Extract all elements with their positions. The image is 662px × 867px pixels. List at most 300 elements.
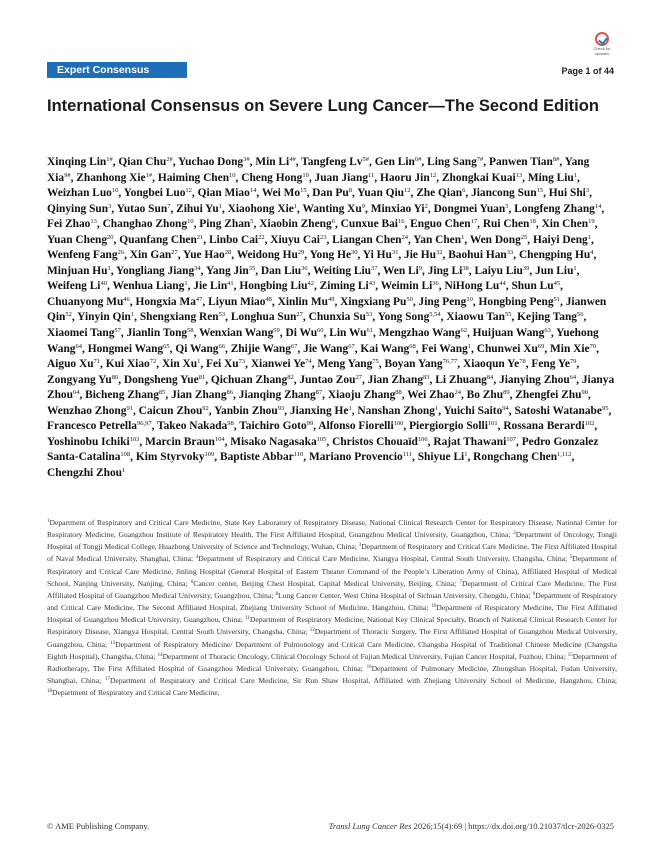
author-affiliation-ref: 58	[187, 327, 194, 335]
author-affiliation-ref: 3	[585, 187, 590, 195]
author-affiliation-ref: 5#	[362, 156, 369, 163]
author-name: Minxiao Yi	[370, 202, 425, 215]
author-name: Yinyin Qin	[77, 311, 131, 324]
author-name: Chunwei Xu	[476, 342, 538, 355]
affiliation-number: 9	[532, 591, 536, 597]
author-affiliation-ref: 25	[520, 233, 528, 241]
author-affiliation-ref: 71	[93, 358, 101, 366]
author-affiliation-ref: 27	[355, 373, 362, 381]
author-affiliation-ref: 101	[487, 420, 498, 428]
author-affiliation-ref: 26	[117, 249, 125, 257]
author-affiliation-ref: 67	[348, 342, 355, 350]
author-name: Minjuan Hu	[47, 264, 108, 277]
author-affiliation-ref: 43	[368, 280, 376, 288]
author-affiliation-ref: 1	[461, 233, 465, 241]
author-affiliation-ref: 80	[111, 373, 119, 381]
author-affiliation-ref: 39	[522, 264, 530, 272]
author-affiliation-ref: 1	[184, 280, 188, 288]
author-name: Yi Hu	[362, 249, 392, 262]
author-affiliation-ref: 42	[307, 280, 314, 288]
author-affiliation-ref: 14	[594, 202, 602, 210]
author-affiliation-ref: 11	[368, 171, 375, 179]
author-affiliation-ref: 88	[395, 389, 402, 397]
author-name: Piergiorgio Solli	[409, 420, 488, 433]
author-affiliation-ref: 105	[316, 435, 327, 443]
author-affiliation-ref: 53	[218, 311, 226, 319]
author-affiliation-ref: 7#	[476, 156, 484, 163]
author-name: Chunxia Su	[308, 311, 366, 324]
author-name: Ping Zhan	[199, 218, 251, 231]
author-affiliation-ref: 1#	[106, 156, 113, 163]
author-name: Yanbin Zhou	[214, 404, 278, 417]
author-affiliation-ref: 51	[553, 295, 561, 303]
author-name: Shiyue Li	[417, 451, 465, 464]
author-affiliation-ref: 1	[467, 342, 472, 350]
author-affiliation-ref: 103	[129, 435, 140, 443]
author-affiliation-ref: 5,54	[429, 311, 441, 319]
author-name: Chuanyong Mu	[47, 295, 124, 308]
author-affiliation-ref: 32	[435, 249, 443, 257]
author-name: Haiyi Deng	[532, 233, 588, 246]
author-affiliation-ref: 15	[536, 187, 544, 195]
author-name: Mariano Provencio	[308, 451, 403, 464]
affiliation-number: 14	[157, 652, 163, 658]
author-name: Cunxue Bai	[340, 218, 398, 231]
affiliation-text: Department of Respiratory and Critical Care Medicine, Xiangya Hospital, Central South University, Changsha, China;	[198, 554, 570, 564]
author-affiliation-ref: 10	[302, 171, 309, 179]
author-affiliation-ref: 15	[300, 187, 307, 195]
author-affiliation-ref: 1,112	[557, 451, 572, 459]
author-affiliation-ref: 1	[107, 264, 111, 272]
author-affiliation-ref: 47	[195, 295, 203, 303]
author-name: Xiaoju Zhang	[327, 389, 396, 402]
author-name: Jianqing Zhang	[238, 389, 316, 402]
author-affiliation-ref: 1	[587, 233, 591, 241]
author-name: Zongyang Yu	[47, 373, 112, 386]
author-name: Fei Zhao	[47, 218, 91, 231]
affiliation-text: Department of Respiratory and Critical Care Medicine, Jinling Hospital (General Hospital of Eastern Theater Command of the People’s Liberation Army of China), Affiliated Hospital of Medical School, Nanjing University, Nanjing, China;	[47, 554, 617, 588]
author-name: Boyan Yang	[384, 358, 443, 371]
author-name: Changhao Zhong	[102, 218, 188, 231]
author-affiliation-ref: 45	[553, 280, 561, 288]
author-name: Zhongkai Kuai	[441, 171, 516, 184]
author-affiliation-ref: 3#	[243, 156, 250, 163]
author-affiliation-ref: 95	[601, 404, 609, 412]
author-affiliation-ref: 109	[204, 451, 215, 459]
author-name: Haoru Jin	[380, 171, 430, 184]
author-name: Baohui Han	[448, 249, 507, 262]
author-name: Hui Shi	[548, 187, 586, 200]
author-name: Zihui Yu	[176, 202, 219, 215]
author-name: Rajat Thawani	[433, 435, 507, 448]
affiliation-text: Department of Respiratory Medicine, National Key Clinical Specialty, Branch of National Clinical Research Center for Respiratory Disease, Xiangya Hospital, Central South University, Changsha, China;	[47, 615, 618, 637]
author-affiliation-ref: 99	[306, 420, 314, 428]
author-name: Fei Xu	[206, 358, 239, 371]
publisher-footer: © AME Publishing Company.	[47, 821, 150, 831]
author-affiliation-ref: 4	[590, 249, 594, 257]
author-name: Jianlin Tong	[126, 327, 188, 340]
journal-name: Transl Lung Cancer Res	[328, 821, 412, 831]
author-name: Yuan Qiu	[357, 187, 404, 200]
author-affiliation-ref: 65	[163, 342, 170, 350]
author-affiliation-ref: 14	[249, 187, 257, 195]
author-affiliation-ref: 8	[348, 187, 352, 195]
author-name: Wenzhao Zhong	[47, 404, 127, 417]
affiliation-text: Lung Cancer Center, West China Hospital of Sichuan University, Chengdu, China;	[278, 590, 533, 600]
affiliation-text: Department of Respiratory and Critical Care Medicine, The Second Affiliated Hospital, Zhejiang University School of Medicine, Hangzhou, China;	[47, 590, 617, 613]
author-affiliation-ref: 19	[588, 218, 595, 226]
author-name: Xinlin Mu	[277, 295, 328, 308]
author-name: Dongmei Yuan	[433, 202, 506, 215]
affiliation-number: 18	[47, 689, 52, 695]
author-name: Weifeng Li	[47, 280, 101, 293]
affiliation-text: Department of Thoracic Surgery, The First Affiliated Hospital of Guangzhou Medical University, Guangzhou, China;	[47, 627, 617, 649]
author-affiliation-ref: 27	[171, 249, 178, 257]
author-affiliation-ref: 110	[293, 451, 304, 459]
author-name: Kui Xiao	[105, 358, 150, 371]
author-name: Dongsheng Yue	[123, 373, 199, 386]
author-affiliation-ref: 96,97	[136, 420, 152, 428]
affiliation-text: Department of Respiratory and Critical Care Medicine,	[52, 688, 220, 698]
affiliation-number: 2	[513, 531, 516, 537]
citation-footer	[329, 821, 614, 831]
author-affiliation-ref: 7	[167, 202, 171, 210]
author-name: Yang Xia	[47, 156, 590, 184]
author-name: Marcin Braun	[145, 435, 215, 448]
author-name: Misako Nagasaka	[230, 435, 317, 448]
author-name: Qian Chu	[118, 156, 167, 168]
author-affiliation-ref: 1	[122, 466, 126, 474]
author-affiliation-ref: 57	[114, 327, 121, 335]
author-affiliation-ref: 18	[529, 218, 536, 226]
author-name: Huijuan Wang	[472, 327, 545, 340]
author-affiliation-ref: 1	[573, 264, 577, 272]
author-name: Pedro Gonzalez Santa-Catalina	[47, 435, 599, 464]
affiliation-list	[47, 517, 617, 699]
author-name: Wen Li	[383, 264, 419, 277]
affiliation-number: 11	[245, 616, 250, 622]
author-affiliation-ref: 9	[418, 264, 423, 272]
author-name: Jiancong Sun	[471, 187, 537, 200]
author-name: Xianwei Ye	[250, 358, 306, 371]
author-affiliation-ref: 27	[296, 311, 303, 319]
author-affiliation-ref: 1	[293, 202, 298, 210]
author-name: Jianying Zhou	[499, 373, 570, 386]
author-name: Panwen Tian	[489, 156, 553, 168]
author-name: Cheng Hong	[241, 171, 303, 184]
author-name: Alfonso Fiorelli	[318, 420, 394, 433]
author-affiliation-ref: 35	[248, 264, 256, 272]
author-affiliation-ref: 3	[108, 202, 112, 210]
author-affiliation-ref: 73	[238, 358, 246, 366]
page-number: Page 1 of 44	[561, 66, 614, 76]
author-affiliation-ref: 6#	[414, 156, 422, 163]
affiliation-text: Department of Respiratory Medicine/ Department of Pulmonology and Critical Care Medicine, Changsha Hospital of Traditional Chinese Medicine (Changsha Eighth Hospital), Changsha, China;	[47, 639, 617, 661]
affiliation-number: 12	[309, 628, 315, 634]
author-name: Rui Chen	[482, 218, 530, 231]
author-name: Shengxiang Ren	[139, 311, 219, 324]
author-affiliation-ref: 111	[402, 451, 412, 459]
author-name: Yongliang Jiang	[115, 264, 195, 277]
author-name: Jian Zhang	[171, 389, 227, 402]
author-affiliation-ref: 67	[290, 342, 298, 350]
author-affiliation-ref: 10	[466, 295, 473, 303]
author-name: Jian Zhang	[367, 373, 424, 386]
author-affiliation-ref: 61	[366, 327, 374, 335]
section-label: Expert Consensus	[47, 62, 187, 78]
affiliation-text: Department of Respiratory and Critical Care Medicine, State Key Laboratory of Respiratory Disease, National Clinical Research Center for Respiratory Disease, National Center for Respiratory Medicine, Guangzhou Institute of Respiratory Health, The First Affiliated Hospital, Guangzhou Medical University, Guangzhou, China;	[47, 518, 617, 540]
author-affiliation-ref: 64	[569, 373, 577, 381]
author-name: Longfeng Zhang	[514, 202, 595, 215]
author-name: Ling Sang	[427, 156, 477, 168]
author-name: Nanshan Zhong	[357, 404, 435, 417]
author-affiliation-ref: 52	[65, 311, 72, 319]
author-name: Wenhua Liang	[112, 280, 185, 293]
author-affiliation-ref: 12	[429, 171, 437, 179]
author-name: Meng Yang	[317, 358, 373, 371]
author-affiliation-ref: 12	[185, 187, 192, 195]
author-name: Yan Chen	[413, 233, 462, 246]
affiliation-text: Department of Oncology, Tongji Hospital of Tongji Medical College, Huazhong University of Science and Technology, Wuhan, China;	[47, 530, 617, 552]
author-affiliation-ref: 66	[218, 342, 225, 350]
author-name: Caicun Zhou	[138, 404, 203, 417]
author-name: Wanting Xu	[302, 202, 362, 215]
author-name: Jun Liu	[535, 264, 574, 277]
author-affiliation-ref: 48	[265, 295, 272, 303]
author-name: Shun Lu	[511, 280, 554, 293]
author-name: Ziming Li	[319, 280, 369, 293]
author-affiliation-ref: 23	[319, 233, 327, 241]
author-affiliation-ref: 85	[158, 389, 166, 397]
author-name: Min Li	[255, 156, 290, 168]
author-name: Liyun Miao	[208, 295, 266, 308]
author-affiliation-ref: 41	[227, 280, 234, 288]
affiliation-text: Department of Thoracic Oncology, Clinical Oncology School of Fujian Medical University, Fujian Cancer Hospital, Fuzhou, China;	[162, 651, 568, 661]
affiliation-text: Department of Respiratory and Critical Care Medicine, Sir Run Shaw Hospital, Affiliated with Zhejiang University School of Medicine, Hangzhou, China;	[109, 676, 617, 686]
author-name: Francesco Petrella	[47, 420, 137, 433]
author-affiliation-ref: 10	[111, 187, 119, 195]
check-circle-icon	[595, 32, 609, 46]
author-name: Jianxing He	[289, 404, 349, 417]
author-name: Lin Wu	[329, 327, 367, 340]
author-affiliation-ref: 8#	[552, 156, 560, 163]
author-affiliation-ref: 10	[187, 218, 194, 226]
author-name: NiHong Lu	[444, 280, 500, 293]
author-affiliation-ref: 68	[409, 342, 416, 350]
author-name: Quanfang Chen	[119, 233, 197, 246]
paper-title: International Consensus on Severe Lung Cancer—The Second Edition	[47, 97, 599, 115]
author-name: Zhijie Wang	[230, 342, 291, 355]
author-affiliation-ref: 29	[297, 249, 305, 257]
author-name: Jie Lin	[193, 280, 228, 293]
author-affiliation-ref: 93	[277, 404, 285, 412]
author-affiliation-ref: 21	[196, 233, 204, 241]
author-name: Yong He	[309, 249, 352, 262]
author-name: Bo Zhu	[466, 389, 504, 402]
affiliation-number: 17	[104, 677, 110, 683]
author-name: Tangfeng Lv	[301, 156, 363, 168]
author-name: Xiaomei Tang	[47, 327, 115, 340]
author-affiliation-ref: 72	[149, 358, 157, 366]
author-name: Dan Pu	[312, 187, 349, 200]
author-affiliation-ref: 53	[365, 311, 373, 319]
author-name: Weizhan Luo	[47, 187, 112, 200]
author-name: Dan Liu	[260, 264, 302, 277]
author-affiliation-ref: 34	[194, 264, 201, 272]
author-affiliation-ref: 1	[197, 358, 201, 366]
author-affiliation-ref: 4#	[289, 156, 296, 163]
affiliation-text: Department of Pulmonary Medicine, Zhongshan Hospital, Fudan University, Shanghai, China;	[47, 663, 617, 686]
author-name: Kejing Tang	[517, 311, 577, 324]
author-name: Zhanhong Xie	[76, 171, 146, 184]
author-name: Yong Song	[377, 311, 430, 324]
author-name: Qinying Sun	[47, 202, 109, 215]
affiliation-text: Cancer center, Beijing Chest Hospital, Capital Medical University, Beijing, China;	[193, 578, 460, 588]
author-affiliation-ref: 60	[317, 327, 324, 335]
author-affiliation-ref: 106	[417, 435, 428, 443]
author-name: Aiguo Xu	[47, 358, 94, 371]
author-affiliation-ref: 102	[584, 420, 595, 428]
affiliation-number: 3	[358, 543, 362, 549]
author-name: Yuan Cheng	[47, 233, 108, 246]
author-name: Ming Liu	[527, 171, 574, 184]
author-affiliation-ref: 82	[287, 373, 294, 381]
author-affiliation-ref: 94	[502, 404, 509, 412]
author-name: Xiaobin Zheng	[259, 218, 332, 231]
author-name: Hongbing Peng	[478, 295, 554, 308]
author-name: Yutao Sun	[116, 202, 168, 215]
author-affiliation-ref: 9	[361, 202, 365, 210]
author-affiliation-ref: 30	[351, 249, 358, 257]
author-affiliation-ref: 90	[581, 389, 588, 397]
author-name: Christos Chouaïd	[332, 435, 418, 448]
author-name: Enguo Chen	[410, 218, 471, 231]
author-affiliation-ref: 16	[397, 218, 405, 226]
author-name: Xinqing Lin	[47, 156, 107, 168]
author-name: Zhengfei Zhu	[515, 389, 582, 402]
author-name: Xiuyu Cai	[270, 233, 320, 246]
author-affiliation-ref: 108	[120, 451, 131, 459]
author-name: Yue Hao	[183, 249, 225, 262]
author-name: Chengping Hu	[518, 249, 591, 262]
author-affiliation-ref: 37	[371, 264, 378, 272]
author-affiliation-ref: 107	[506, 435, 517, 443]
author-affiliation-ref: 56	[576, 311, 584, 319]
author-affiliation-ref: 1	[573, 171, 578, 179]
author-name: Xiaohong Xie	[227, 202, 294, 215]
author-affiliation-ref: 2	[424, 202, 428, 210]
author-affiliation-ref: 31	[391, 249, 399, 257]
author-name: Wenxian Wang	[199, 327, 274, 340]
author-name: Yoshinobu Ichiki	[47, 435, 130, 448]
author-name: Juan Jiang	[314, 171, 369, 184]
author-affiliation-ref: 64	[72, 389, 80, 397]
author-name: Jianwen Qin	[47, 295, 607, 324]
author-affiliation-ref: 64	[75, 342, 82, 350]
author-affiliation-ref: 70	[589, 342, 597, 350]
author-name: Taichiro Goto	[239, 420, 307, 433]
author-affiliation-ref: 22	[258, 233, 265, 241]
author-affiliation-ref: 86	[226, 389, 234, 397]
author-affiliation-ref: 98	[227, 420, 234, 428]
author-name: Juntao Zou	[299, 373, 356, 386]
author-name: Weiting Liu	[313, 264, 372, 277]
author-affiliation-ref: 1	[218, 202, 222, 210]
author-affiliation-ref: 49	[327, 295, 335, 303]
author-affiliation-ref: 1	[348, 404, 352, 412]
author-name: Fei Wang	[421, 342, 468, 355]
author-affiliation-ref: 55	[504, 311, 512, 319]
author-affiliation-ref: 6	[462, 187, 466, 195]
author-affiliation-ref: 38	[462, 264, 469, 272]
author-affiliation-ref: 50	[406, 295, 413, 303]
author-affiliation-ref: 40	[100, 280, 107, 288]
author-name: Bicheng Zhang	[85, 389, 159, 402]
author-name: Liangan Chen	[332, 233, 402, 246]
author-name: Hongbing Liu	[239, 280, 308, 293]
author-affiliation-ref: 59	[273, 327, 280, 335]
author-name: Gen Lin	[374, 156, 415, 168]
author-name: Xin Chen	[541, 218, 589, 231]
author-affiliation-ref: 1#	[145, 171, 153, 179]
author-affiliation-ref: 9#	[64, 171, 71, 179]
author-affiliation-ref: 91	[126, 404, 133, 412]
affiliation-number: 4	[195, 555, 199, 561]
author-name: Jie Hu	[404, 249, 436, 262]
author-affiliation-ref: 104	[214, 435, 225, 443]
author-affiliation-ref: 87	[315, 389, 323, 397]
author-name: Chengzhi Zhou	[47, 466, 123, 479]
author-affiliation-ref: 79	[569, 358, 577, 366]
author-name: Wenfeng Fang	[47, 249, 118, 262]
author-affiliation-ref: 24	[401, 233, 408, 241]
author-affiliation-ref: 33	[506, 249, 514, 257]
author-affiliation-ref: 75	[372, 358, 379, 366]
affiliation-number: 8	[275, 591, 279, 597]
author-affiliation-ref: 13	[515, 171, 523, 179]
affiliation-number: 13	[110, 640, 116, 646]
author-name: Jianya Zhou	[47, 373, 615, 402]
author-name: Linbo Cai	[209, 233, 259, 246]
author-name: Feng Ye	[531, 358, 570, 371]
author-affiliation-ref: 13	[90, 218, 97, 226]
affiliation-number: 15	[567, 652, 573, 658]
author-affiliation-ref: 24	[454, 389, 461, 397]
author-name: Qian Miao	[197, 187, 250, 200]
author-affiliation-ref: 46	[123, 295, 130, 303]
author-name: Min Xie	[550, 342, 590, 355]
author-affiliation-ref: 5	[505, 202, 509, 210]
author-name: Xiaoqun Ye	[462, 358, 520, 371]
author-name: Hongxia Ma	[135, 295, 196, 308]
author-affiliation-ref: 6	[331, 218, 335, 226]
author-name: Rossana Berardi	[503, 420, 585, 433]
author-name: Wei Zhao	[407, 389, 455, 402]
author-affiliation-ref: 62	[460, 327, 467, 335]
check-for-updates-badge[interactable]	[589, 32, 615, 56]
author-affiliation-ref: 28	[224, 249, 232, 257]
author-name: Xin Gan	[129, 249, 172, 262]
author-affiliation-ref: 63	[544, 327, 551, 335]
author-affiliation-ref: 5	[250, 218, 254, 226]
author-name: Xingxiang Pu	[340, 295, 407, 308]
author-name: Yuchao Dong	[178, 156, 244, 168]
author-name: Di Wu	[285, 327, 318, 340]
affiliation-text: Department of Respiratory Medicine, The First Affiliated Hospital of Guangzhou Medical University, Guangzhou, China;	[47, 603, 618, 625]
author-name: Yongbei Luo	[123, 187, 186, 200]
author-affiliation-ref: 36	[301, 264, 308, 272]
affiliation-number: 10	[431, 604, 437, 610]
